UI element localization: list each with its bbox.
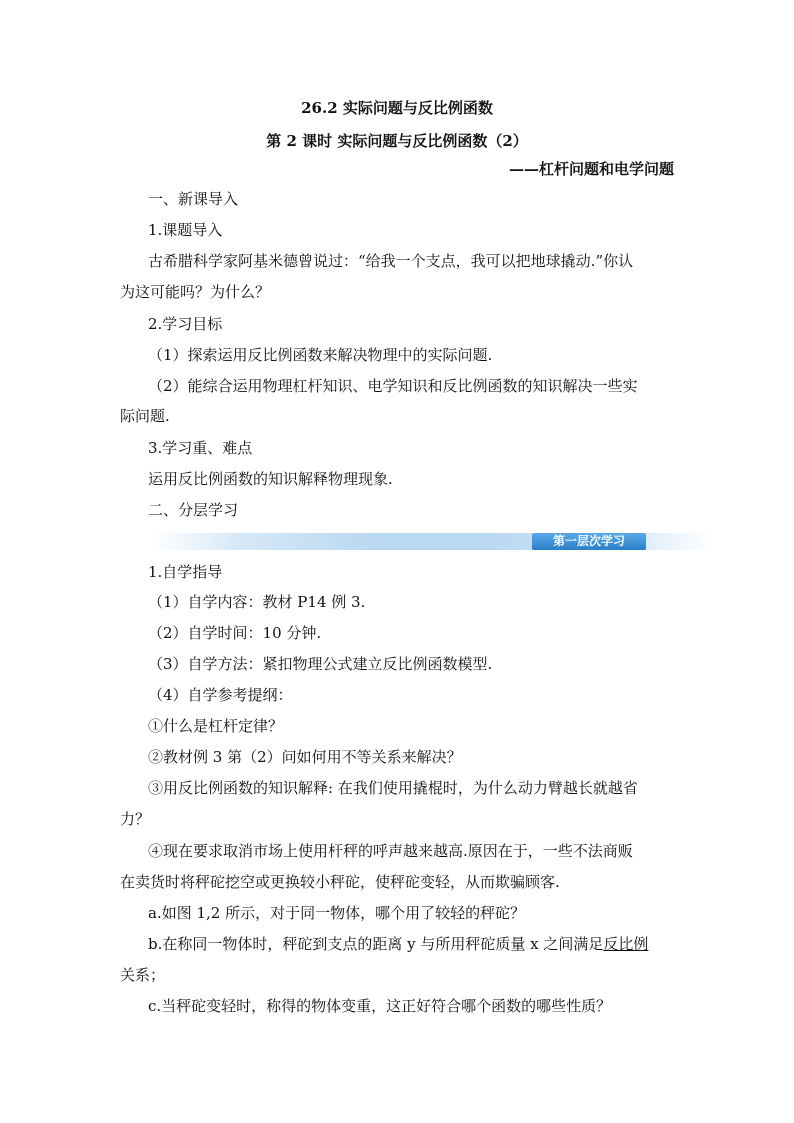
goal-1: （1）探索运用反比例函数来解决物理中的实际问题. xyxy=(148,346,493,364)
heading-goals: 2.学习目标 xyxy=(148,315,223,333)
question-3-line2: 力？ xyxy=(120,810,151,828)
question-4-line1: ④现在要求取消市场上使用杆秤的呼声越来越高.原因在于，一些不法商贩 xyxy=(148,842,633,860)
question-3-line1: ③用反比例函数的知识解释: 在我们使用撬棍时，为什么动力臂越长就越省 xyxy=(148,779,638,797)
heading-focus: 3.学习重、难点 xyxy=(148,439,253,457)
lesson-title: 第 2 课时 实际问题与反比例函数（2） xyxy=(266,132,528,150)
question-a: a.如图 1,2 所示，对于同一物体，哪个用了较轻的秤砣？ xyxy=(148,904,526,922)
intro-paragraph-line2: 为这可能吗？为什么？ xyxy=(120,283,271,301)
section-title: 26.2 实际问题与反比例函数 xyxy=(301,99,493,117)
guide-4: （4）自学参考提纲： xyxy=(148,686,293,704)
lesson-subtitle: ——杠杆问题和电学问题 xyxy=(508,160,674,178)
question-b-answer-blank: 反比例 xyxy=(603,935,649,953)
goal-2-line2: 际问题. xyxy=(120,407,170,425)
level-banner xyxy=(152,533,712,550)
question-b-line2: 关系； xyxy=(120,966,166,984)
question-b-text: b.在称同一物体时，秤砣到支点的距离 y 与所用秤砣质量 x 之间满足 xyxy=(148,935,604,953)
guide-2: （2）自学时间：10 分钟. xyxy=(148,624,322,642)
goal-2-line1: （2）能综合运用物理杠杆知识、电学知识和反比例函数的知识解决一些实 xyxy=(148,377,638,395)
focus-text: 运用反比例函数的知识解释物理现象. xyxy=(148,470,393,488)
level-banner-label: 第一层次学习 xyxy=(532,533,646,550)
question-2: ②教材例 3 第（2）问如何用不等关系来解决？ xyxy=(148,748,462,766)
question-1: ①什么是杠杆定律？ xyxy=(148,717,284,735)
intro-paragraph-line1: 古希腊科学家阿基米德曾说过：“给我一个支点，我可以把地球撬动.”你认 xyxy=(148,252,634,270)
question-c: c.当秤砣变轻时，称得的物体变重，这正好符合哪个函数的哪些性质？ xyxy=(148,997,612,1015)
guide-1: （1）自学内容：教材 P14 例 3. xyxy=(148,593,366,611)
heading-new-lesson: 一、新课导入 xyxy=(148,190,239,208)
heading-intro: 1.课题导入 xyxy=(148,221,223,239)
guide-3: （3）自学方法：紧扣物理公式建立反比例函数模型. xyxy=(148,655,493,673)
question-4-line2: 在卖货时将秤砣挖空或更换较小秤砣，使秤砣变轻，从而欺骗顾客. xyxy=(120,873,560,891)
question-b-line1 xyxy=(148,934,648,954)
heading-self-study: 1.自学指导 xyxy=(148,563,223,581)
heading-layered-study: 二、分层学习 xyxy=(148,501,239,519)
